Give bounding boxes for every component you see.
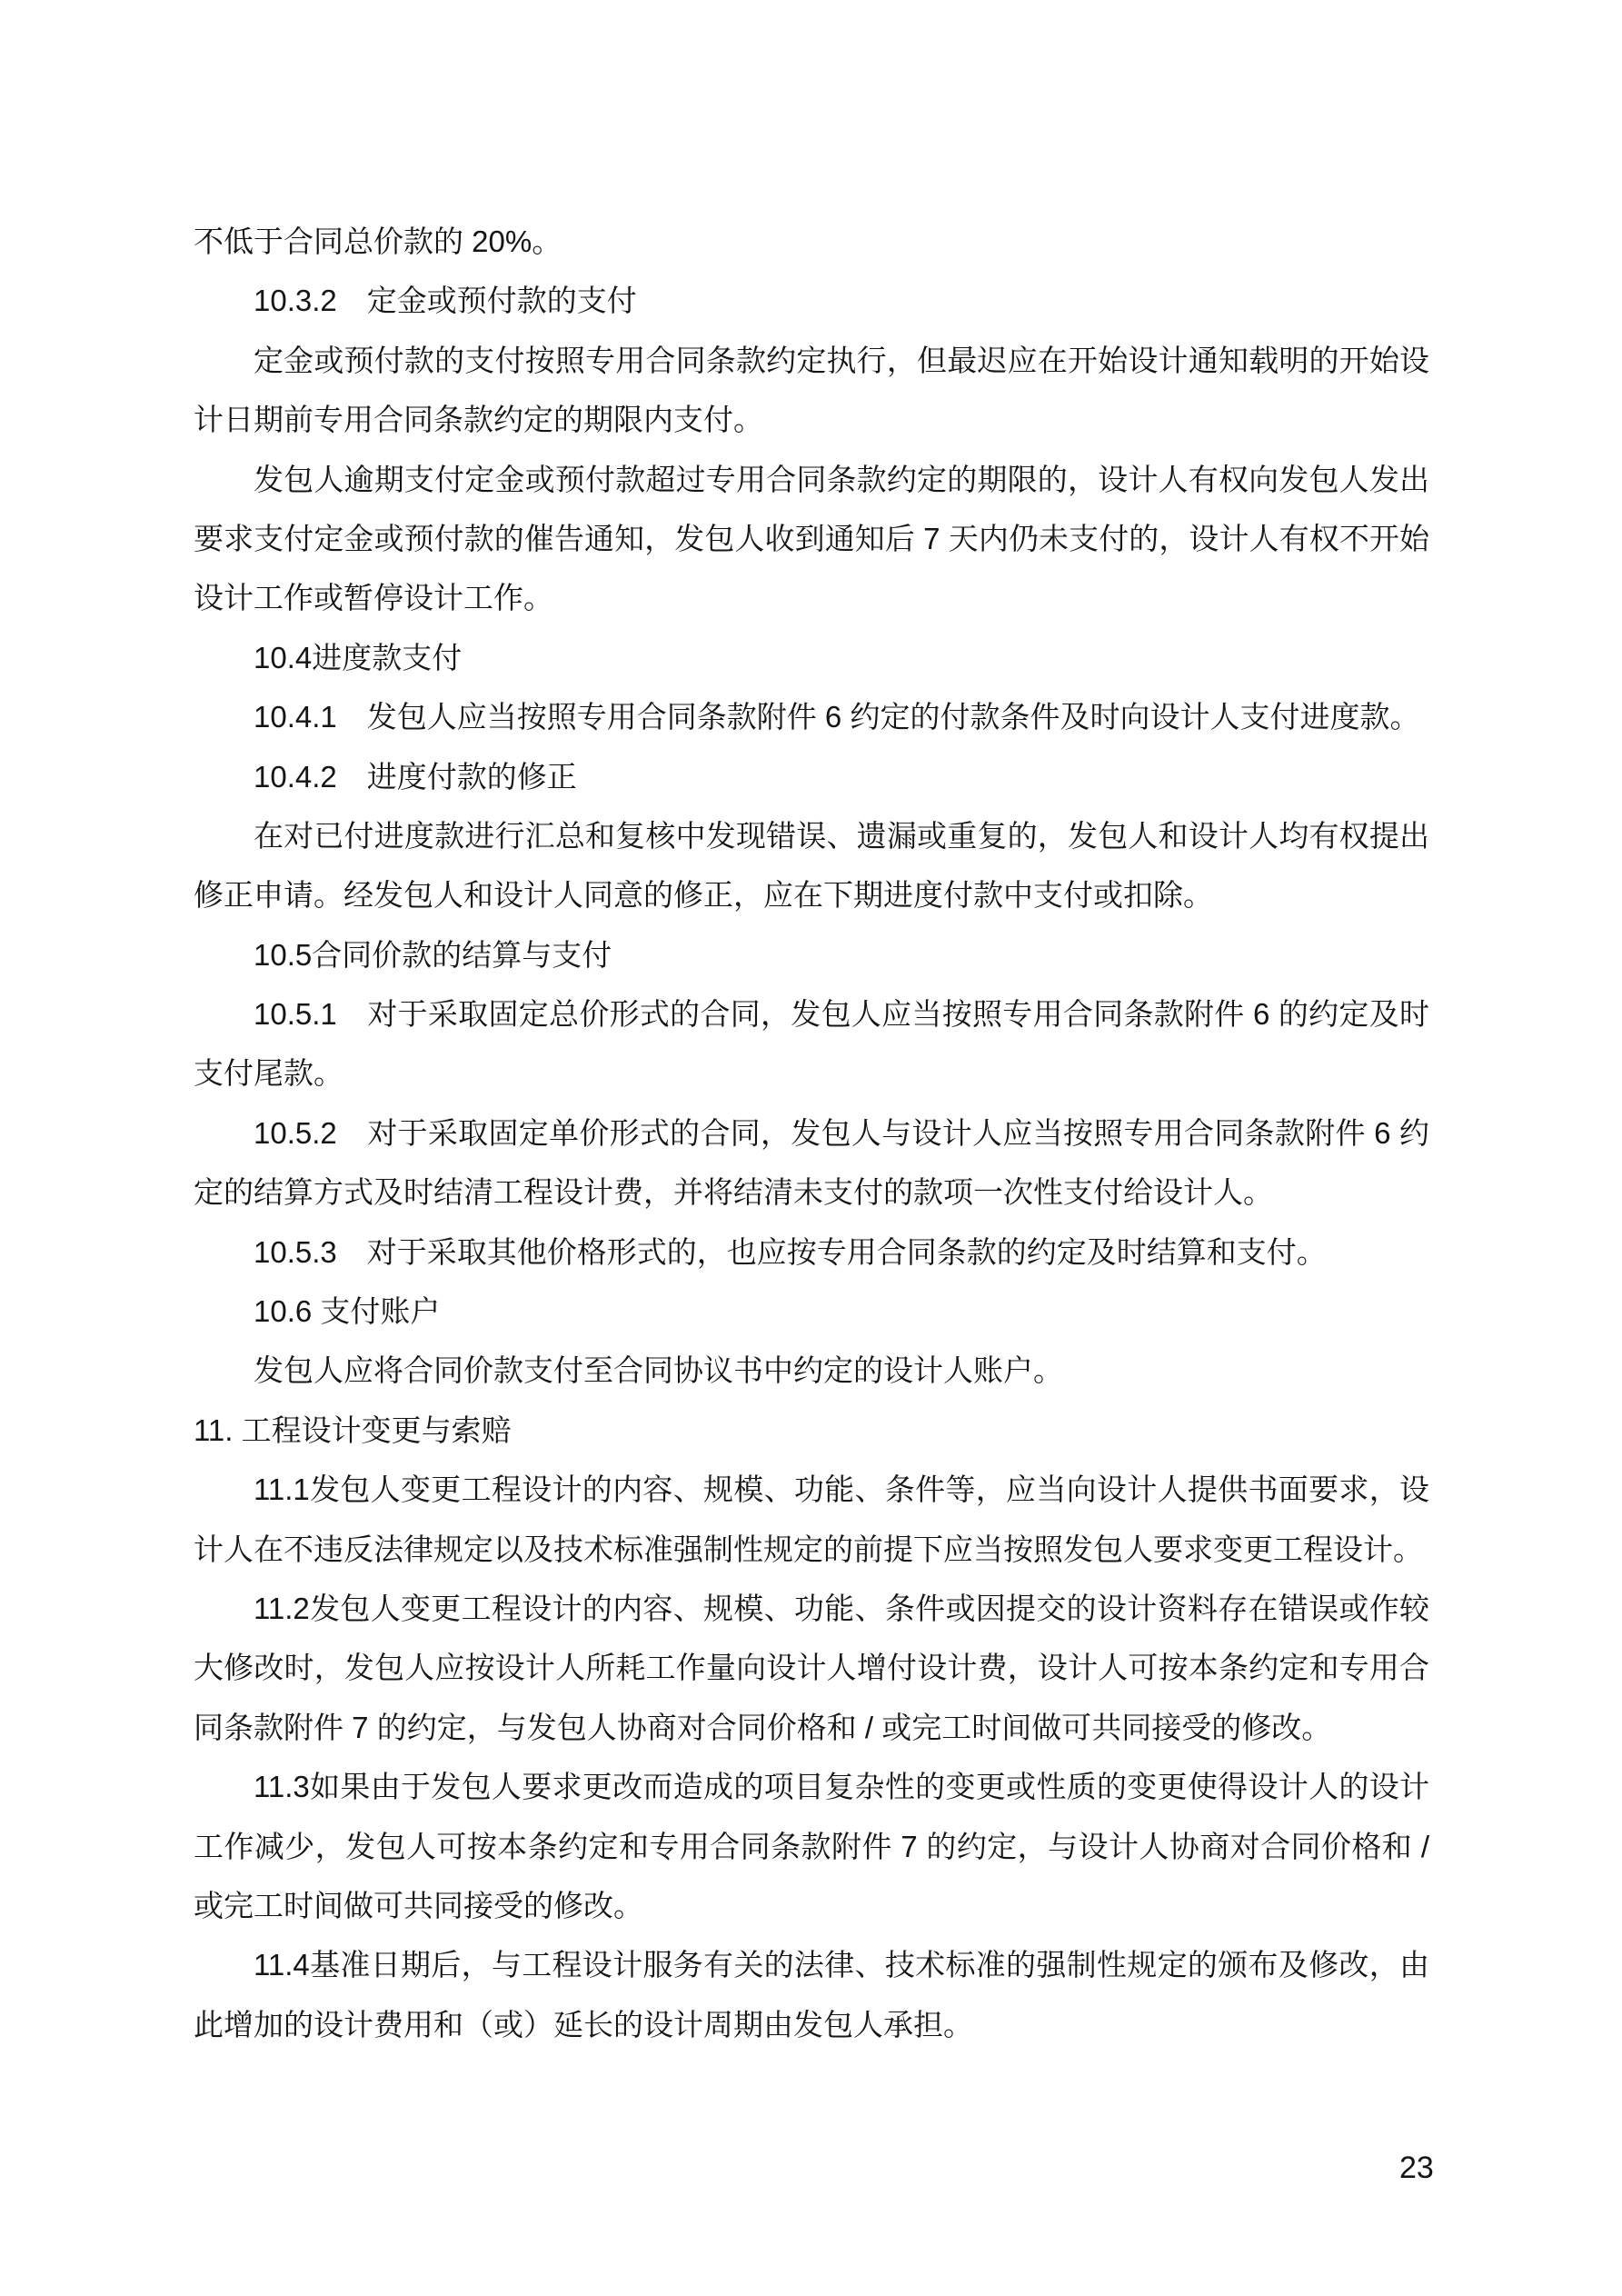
heading-10-3-2: 10.3.2 定金或预付款的支付 — [254, 284, 637, 318]
text-line: 发包人应将合同价款支付至合同协议书中约定的设计人账户。 — [254, 1353, 1063, 1388]
text-line: 设计工作或暂停设计工作。 — [194, 581, 553, 615]
text-line: 或完工时间做可共同接受的修改。 — [194, 1888, 643, 1922]
heading-10-5: 10.5合同价款的结算与支付 — [254, 937, 612, 972]
text-line: 11.3如果由于发包人要求更改而造成的项目复杂性的变更或性质的变更使得设计人的设计 — [254, 1770, 1429, 1804]
text-line: 工作减少，发包人可按本条约定和专用合同条款附件 7 的约定，与设计人协商对合同价格和 / — [194, 1829, 1429, 1863]
text-line: 定的结算方式及时结清工程设计费，并将结清未支付的款项一次性支付给设计人。 — [194, 1175, 1273, 1210]
text-line: 11.1发包人变更工程设计的内容、规模、功能、条件等，应当向设计人提供书面要求，设 — [254, 1472, 1429, 1507]
text-line: 10.5.1 对于采取固定总价形式的合同，发包人应当按照专用合同条款附件 6 的约定及时 — [254, 997, 1429, 1032]
heading-10-4-1: 10.4.1 发包人应当按照专用合同条款附件 6 约定的付款条件及时向设计人支付进度款。 — [254, 700, 1420, 734]
text-line: 计人在不违反法律规定以及技术标准强制性规定的前提下应当按照发包人要求变更工程设计。 — [194, 1532, 1423, 1566]
text-line: 大修改时，发包人应按设计人所耗工作量向设计人增付设计费，设计人可按本条约定和专用合 — [194, 1651, 1429, 1685]
document-body — [194, 212, 1429, 2054]
heading-11: 11. 工程设计变更与索赔 — [194, 1413, 512, 1447]
text-line: 11.4基准日期后，与工程设计服务有关的法律、技术标准的强制性规定的颁布及修改，由 — [254, 1948, 1429, 1982]
text-line: 发包人逾期支付定金或预付款超过专用合同条款约定的期限的，设计人有权向发包人发出 — [254, 462, 1429, 496]
text-line: 10.5.2 对于采取固定单价形式的合同，发包人与设计人应当按照专用合同条款附件 6 约 — [254, 1115, 1429, 1150]
heading-10-5-3: 10.5.3 对于采取其他价格形式的，也应按专用合同条款的约定及时结算和支付。 — [254, 1234, 1327, 1269]
text-line: 在对已付进度款进行汇总和复核中发现错误、遗漏或重复的，发包人和设计人均有权提出 — [254, 818, 1429, 853]
text-line: 不低于合同总价款的 20%。 — [194, 225, 562, 258]
text-line: 支付尾款。 — [194, 1056, 343, 1091]
text-line: 要求支付定金或预付款的催告通知，发包人收到通知后 7 天内仍未支付的，设计人有权不开始 — [194, 521, 1429, 555]
heading-10-4-2: 10.4.2 进度付款的修正 — [254, 759, 577, 794]
text-line: 定金或预付款的支付按照专用合同条款约定执行，但最迟应在开始设计通知载明的开始设 — [254, 343, 1429, 377]
text-line: 计日期前专用合同条款约定的期限内支付。 — [194, 403, 763, 437]
text-line: 此增加的设计费用和（或）延长的设计周期由发包人承担。 — [194, 2007, 973, 2041]
text-line: 同条款附件 7 的约定，与发包人协商对合同价格和 / 或完工时间做可共同接受的修改。 — [194, 1710, 1332, 1744]
text-line: 11.2发包人变更工程设计的内容、规模、功能、条件或因提交的设计资料存在错误或作较 — [254, 1591, 1429, 1625]
heading-10-6: 10.6 支付账户 — [254, 1294, 441, 1329]
text-line: 修正申请。经发包人和设计人同意的修正，应在下期进度付款中支付或扣除。 — [194, 878, 1213, 913]
heading-10-4: 10.4进度款支付 — [254, 640, 463, 674]
page-number: 23 — [1399, 2151, 1434, 2185]
